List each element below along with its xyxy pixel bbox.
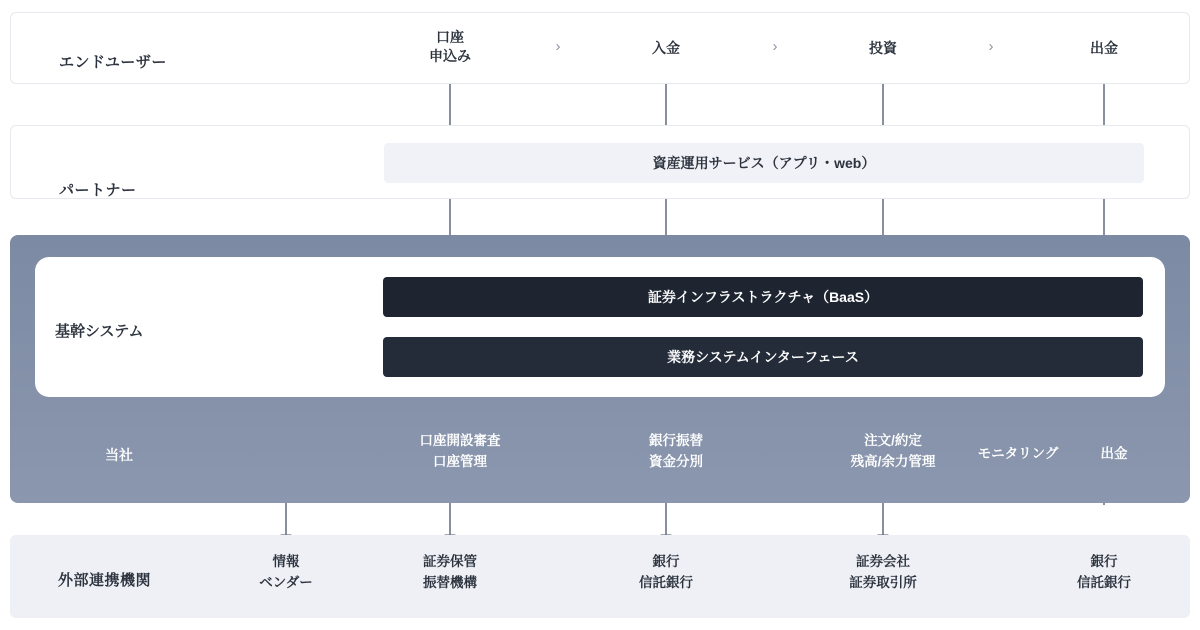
row-label-core-system: 基幹システム	[55, 323, 144, 340]
partner-service-bar: 資産運用サービス（アプリ・web）	[384, 143, 1144, 183]
external-line1: 証券会社	[856, 554, 910, 569]
row-label-external: 外部連携機関	[58, 572, 152, 589]
external-line2: 振替機構	[423, 574, 477, 590]
chevron-right-icon: ›	[988, 38, 994, 55]
company-function-line1: 口座開設審査	[419, 433, 501, 448]
row-core-system	[10, 235, 1190, 503]
company-function-monitoring	[978, 444, 1059, 465]
external-line1: 証券保管	[423, 554, 477, 569]
company-function-account-opening	[420, 431, 501, 473]
company-function-line1: 銀行振替	[649, 433, 703, 448]
end-user-step-line1: 出金	[1090, 40, 1118, 56]
external-securities-firm-exchange	[849, 552, 917, 594]
company-function-withdrawal	[1101, 444, 1128, 465]
external-line2: ベンダー	[259, 574, 313, 590]
row-label-company: 当社	[105, 447, 133, 463]
external-line2: 証券取引所	[849, 574, 917, 590]
end-user-step-line1: 入金	[652, 40, 680, 56]
external-jasdec	[423, 552, 477, 594]
end-user-step-deposit	[652, 39, 680, 58]
external-bank-trust	[639, 552, 693, 594]
external-line2: 信託銀行	[639, 574, 693, 590]
external-bank-trust-2	[1077, 552, 1131, 594]
external-line2: 信託銀行	[1077, 574, 1131, 590]
end-user-step-withdraw	[1090, 39, 1118, 58]
chevron-right-icon: ›	[772, 38, 778, 55]
company-function-order-execution	[851, 431, 936, 473]
external-line1: 情報	[272, 554, 300, 569]
company-function-line1: モニタリング	[977, 446, 1059, 461]
company-function-line1: 注文/約定	[864, 433, 922, 448]
external-info-vendor	[259, 552, 312, 594]
row-external-organizations	[10, 535, 1190, 618]
chevron-right-icon: ›	[555, 38, 561, 55]
row-partner	[10, 125, 1190, 199]
row-end-user	[10, 12, 1190, 84]
end-user-step-line1: 投資	[869, 40, 897, 56]
company-function-line2: 残高/余力管理	[850, 453, 936, 469]
external-line1: 銀行	[652, 554, 680, 569]
company-function-line1: 出金	[1100, 446, 1128, 461]
end-user-step-account-application	[429, 28, 471, 66]
end-user-step-invest	[869, 39, 897, 58]
bar-business-system-interface: 業務システムインターフェース	[383, 337, 1143, 377]
row-label-partner: パートナー	[59, 182, 137, 199]
company-function-line2: 資金分別	[649, 453, 703, 469]
company-function-line2: 口座管理	[433, 453, 487, 469]
end-user-step-line1: 口座	[436, 29, 464, 45]
row-label-end-user: エンドユーザー	[59, 54, 167, 71]
company-function-bank-transfer	[649, 431, 703, 473]
end-user-step-line2: 申込み	[429, 47, 471, 64]
bar-securities-infrastructure-baas: 証券インフラストラクチャ（BaaS）	[383, 277, 1143, 317]
external-line1: 銀行	[1090, 554, 1118, 569]
